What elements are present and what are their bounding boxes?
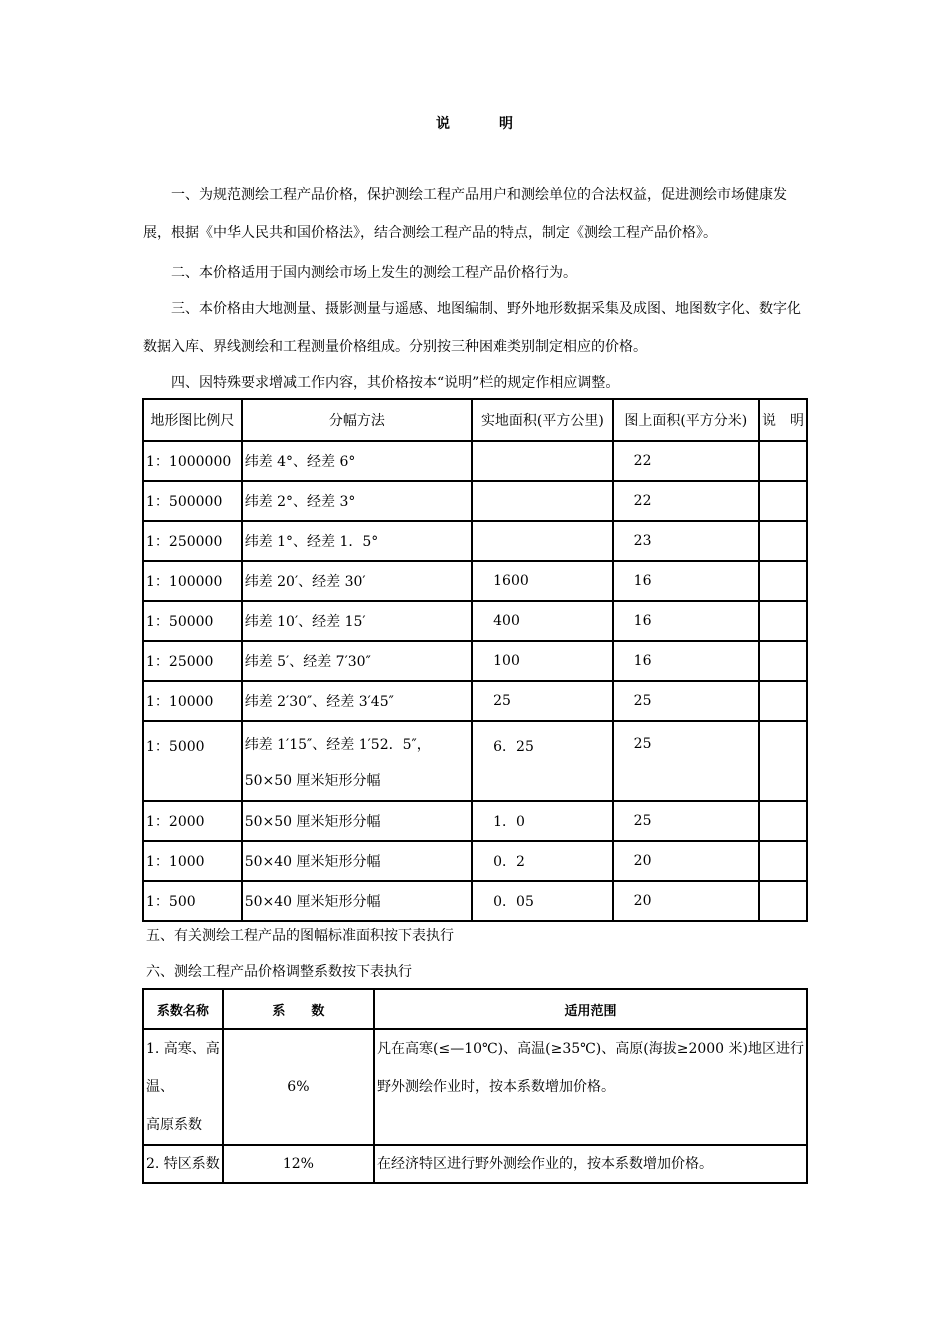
cell-note bbox=[759, 801, 807, 841]
cell-ground-area: 0．2 bbox=[472, 841, 613, 881]
cell-coef-name-line-3: 高原系数 bbox=[146, 1117, 202, 1133]
table-row bbox=[143, 1029, 807, 1145]
header-map-area: 图上面积(平方分米) bbox=[613, 399, 759, 441]
cell-ground-area: 6．25 bbox=[472, 721, 613, 801]
cell-scope-line-2: 野外测绘作业时，按本系数增加价格。 bbox=[377, 1079, 615, 1095]
cell-method: 纬差 1°、经差 1．5° bbox=[242, 521, 472, 561]
table-row bbox=[143, 481, 807, 521]
cell-scale: 1：25000 bbox=[143, 641, 242, 681]
table-row bbox=[143, 641, 807, 681]
cell-map-area: 22 bbox=[613, 441, 759, 481]
cell-scale: 1：1000000 bbox=[143, 441, 242, 481]
table-row bbox=[143, 561, 807, 601]
map-sheet-area-table bbox=[142, 398, 808, 922]
cell-note bbox=[759, 641, 807, 681]
header-coef-name: 系数名称 bbox=[143, 989, 223, 1029]
cell-note bbox=[759, 521, 807, 561]
table-header-row bbox=[143, 989, 807, 1029]
cell-coef: 12% bbox=[223, 1145, 374, 1183]
cell-scope bbox=[374, 1029, 807, 1145]
table-row bbox=[143, 881, 807, 921]
cell-note bbox=[759, 841, 807, 881]
cell-method: 纬差 2°、经差 3° bbox=[242, 481, 472, 521]
cell-coef: 6% bbox=[223, 1029, 374, 1145]
paragraph-4: 四、因特殊要求增减工作内容，其价格按本“说明”栏的规定作相应调整。 bbox=[171, 375, 620, 391]
cell-ground-area: 25 bbox=[472, 681, 613, 721]
paragraph-6: 六、测绘工程产品价格调整系数按下表执行 bbox=[146, 964, 412, 980]
cell-method: 纬差 2′30″、经差 3′45″ bbox=[242, 681, 472, 721]
cell-scale: 1：500000 bbox=[143, 481, 242, 521]
cell-scale: 1：250000 bbox=[143, 521, 242, 561]
cell-note bbox=[759, 561, 807, 601]
table-row bbox=[143, 841, 807, 881]
cell-scale: 1：100000 bbox=[143, 561, 242, 601]
cell-scale: 1：5000 bbox=[143, 721, 242, 801]
paragraph-3: 三、本价格由大地测量、摄影测量与遥感、地图编制、野外地形数据采集及成图、地图数字化、数字化数据入库、界线测绘和工程测量价格组成。分别按三种困难类别制定相应的价格。 bbox=[143, 301, 801, 355]
cell-coef-name-line-2: 温、 bbox=[146, 1079, 174, 1095]
table-row bbox=[143, 521, 807, 561]
header-coef: 系 数 bbox=[223, 989, 374, 1029]
cell-method: 纬差 10′、经差 15′ bbox=[242, 601, 472, 641]
cell-method-line-1: 纬差 1′15″、经差 1′52．5″， bbox=[244, 737, 431, 753]
cell-ground-area: 1．0 bbox=[472, 801, 613, 841]
cell-method bbox=[242, 721, 472, 801]
cell-scale: 1：1000 bbox=[143, 841, 242, 881]
cell-map-area: 25 bbox=[613, 681, 759, 721]
cell-method: 50×50 厘米矩形分幅 bbox=[242, 801, 472, 841]
header-scale: 地形图比例尺 bbox=[143, 399, 242, 441]
cell-note bbox=[759, 441, 807, 481]
cell-scale: 1：2000 bbox=[143, 801, 242, 841]
cell-note bbox=[759, 601, 807, 641]
cell-note bbox=[759, 681, 807, 721]
cell-map-area: 25 bbox=[613, 721, 759, 801]
cell-note bbox=[759, 721, 807, 801]
cell-map-area: 22 bbox=[613, 481, 759, 521]
table-row bbox=[143, 721, 807, 801]
cell-coef-name bbox=[143, 1029, 223, 1145]
cell-coef-name-line-1: 1. 高寒、高 bbox=[146, 1041, 220, 1057]
cell-method: 50×40 厘米矩形分幅 bbox=[242, 841, 472, 881]
cell-method: 50×40 厘米矩形分幅 bbox=[242, 881, 472, 921]
table-row bbox=[143, 601, 807, 641]
header-note: 说 明 bbox=[759, 399, 807, 441]
table-row bbox=[143, 1145, 807, 1183]
cell-ground-area: 0．05 bbox=[472, 881, 613, 921]
paragraph-2: 二、本价格适用于国内测绘市场上发生的测绘工程产品价格行为。 bbox=[171, 265, 577, 281]
cell-ground-area bbox=[472, 521, 613, 561]
cell-ground-area bbox=[472, 441, 613, 481]
table-row bbox=[143, 801, 807, 841]
cell-method: 纬差 5′、经差 7′30″ bbox=[242, 641, 472, 681]
cell-map-area: 23 bbox=[613, 521, 759, 561]
cell-scale: 1：50000 bbox=[143, 601, 242, 641]
table-row bbox=[143, 441, 807, 481]
cell-map-area: 16 bbox=[613, 561, 759, 601]
paragraph-1: 一、为规范测绘工程产品价格，保护测绘工程产品用户和测绘单位的合法权益，促进测绘市场健康发展，根据《中华人民共和国价格法》，结合测绘工程产品的特点，制定《测绘工程产品价格》。 bbox=[143, 187, 787, 241]
table-row bbox=[143, 681, 807, 721]
adjustment-coefficient-table bbox=[142, 988, 808, 1184]
cell-scale: 1：10000 bbox=[143, 681, 242, 721]
cell-ground-area bbox=[472, 481, 613, 521]
cell-scale: 1：500 bbox=[143, 881, 242, 921]
cell-scope: 在经济特区进行野外测绘作业的，按本系数增加价格。 bbox=[374, 1145, 807, 1183]
cell-coef-name: 2. 特区系数 bbox=[143, 1145, 223, 1183]
cell-note bbox=[759, 481, 807, 521]
cell-map-area: 20 bbox=[613, 881, 759, 921]
cell-ground-area: 1600 bbox=[472, 561, 613, 601]
header-method: 分幅方法 bbox=[242, 399, 472, 441]
cell-method-line-2: 50×50 厘米矩形分幅 bbox=[244, 773, 381, 789]
cell-method: 纬差 20′、经差 30′ bbox=[242, 561, 472, 601]
header-scope: 适用范围 bbox=[374, 989, 807, 1029]
cell-scope-line-1: 凡在高寒(≤—10℃)、高温(≥35℃)、高原(海拔≥2000 米)地区进行 bbox=[377, 1041, 804, 1057]
cell-map-area: 25 bbox=[613, 801, 759, 841]
cell-map-area: 16 bbox=[613, 641, 759, 681]
paragraph-5: 五、有关测绘工程产品的图幅标准面积按下表执行 bbox=[146, 928, 454, 944]
cell-map-area: 20 bbox=[613, 841, 759, 881]
cell-note bbox=[759, 881, 807, 921]
header-ground-area: 实地面积(平方公里) bbox=[472, 399, 613, 441]
table-header-row bbox=[143, 399, 807, 441]
cell-map-area: 16 bbox=[613, 601, 759, 641]
cell-ground-area: 100 bbox=[472, 641, 613, 681]
cell-ground-area: 400 bbox=[472, 601, 613, 641]
cell-method: 纬差 4°、经差 6° bbox=[242, 441, 472, 481]
page-title: 说 明 bbox=[436, 116, 514, 132]
